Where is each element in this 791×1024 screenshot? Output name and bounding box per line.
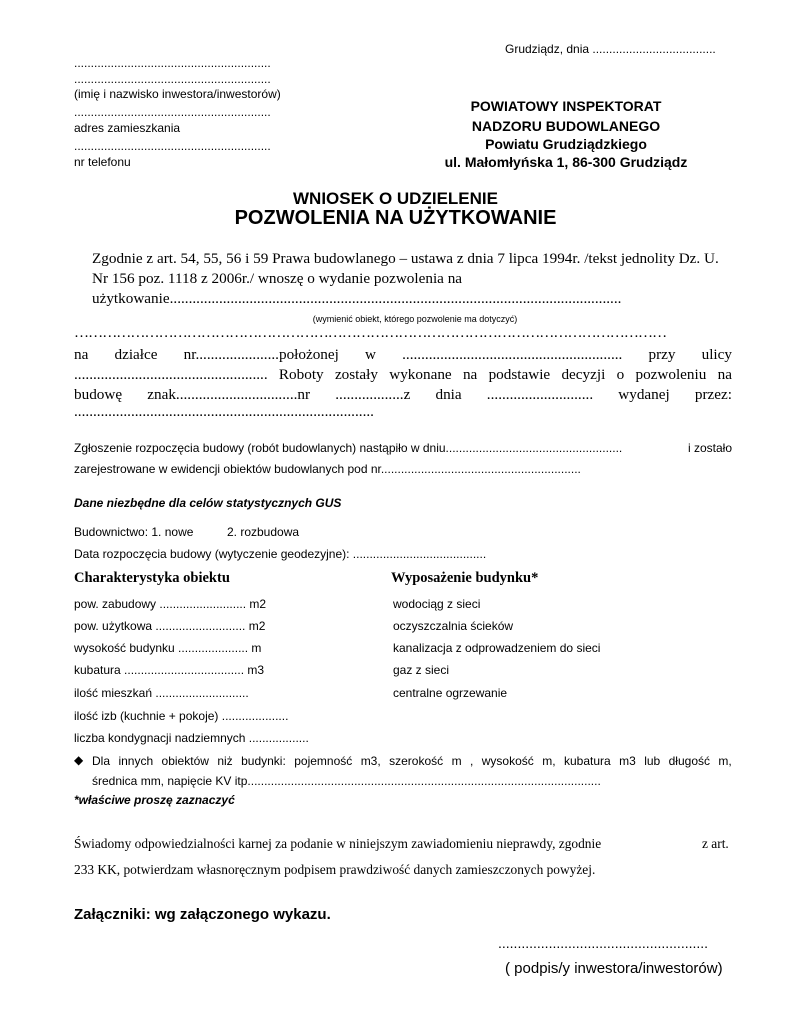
word: pojemność [294,754,353,768]
word: działce [114,346,158,363]
applicant-phone-dots[interactable]: ........................................................... [74,139,271,153]
declaration-line-1-end: z art. [702,836,729,851]
applicant-address-dots[interactable]: ........................................................... [74,105,271,119]
construction-start-date-field[interactable]: Data rozpoczęcia budowy (wytyczenie geodezyjne): ........................................ [74,547,487,561]
attachments-label: Załączniki: wg załączonego wykazu. [74,906,331,923]
word: podstawie [488,366,551,383]
other-objects-line-1 [92,754,732,768]
intro-works-line [74,366,732,384]
construction-type-new[interactable]: Budownictwo: 1. nowe [74,525,194,539]
decision-date-field[interactable]: ............................ [486,386,594,403]
notice-line-1 [74,441,732,455]
word: na [717,366,732,383]
equipment-central-heating[interactable]: centralne ogrzewanie [393,686,508,700]
word: szerokość [389,754,444,768]
word: długość [668,754,710,768]
intro-object-field[interactable]: użytkowanie....................................................................................................................... [92,290,622,307]
location-field[interactable]: .......................................................... [402,346,623,363]
recipient-line-1: POWIATOWY INSPEKTORAT [470,98,662,114]
rooms-count-field[interactable]: ilość izb (kuchnie + pokoje) .................... [74,709,289,723]
word: Roboty [278,366,324,383]
word: decyzji [561,366,606,383]
notice-date-field[interactable]: Zgłoszenie rozpoczęcia budowy (robót budowlanych) nastąpiło w dniu..................................................... [74,441,623,455]
equipment-sewerage[interactable]: kanalizacja z odprowadzeniem do sieci [393,641,601,655]
word: dnia [435,386,462,403]
gus-heading: Dane niezbędne dla celów statystycznych GUS [74,496,342,510]
recipient-line-4: ul. Małomłyńska 1, 86-300 Grudziądz [444,154,688,170]
footnote: *właściwe proszę zaznaczyć [74,793,235,807]
recipient-line-2: NADZORU BUDOWLANEGO [471,118,661,134]
word: m3, [360,754,381,768]
equipment-sewage-plant[interactable]: oczyszczalnia ścieków [393,619,514,633]
word: przy [648,346,676,363]
applicant-name-label: (imię i nazwisko inwestora/inwestorów) [74,87,281,101]
intro-line-2: Nr 156 poz. 1118 z 2006r./ wnoszę o wydanie pozwolenia na [92,270,463,287]
word: m [451,754,462,768]
storeys-count-field[interactable]: liczba kondygnacji nadziemnych .................. [74,731,309,745]
intro-line-1: Zgodnie z art. 54, 55, 56 i 59 Prawa budowlanego – ustawa z dnia 7 lipca 1994r. /tekst jednolity Dz. U. [92,250,719,267]
word: na [74,346,89,363]
equipment-water-supply[interactable]: wodociąg z sieci [393,597,481,611]
applicant-phone-label: nr telefonu [74,155,131,169]
word: wysokość [481,754,534,768]
usable-area-field[interactable]: pow. użytkowa ........................... m2 [74,619,266,633]
cubature-field[interactable]: kubatura .................................... m3 [74,663,265,677]
word: wykonane [389,366,452,383]
intro-plot-line[interactable] [74,346,732,364]
signature-field[interactable]: ...................................................... [498,935,709,951]
building-height-field[interactable]: wysokość budynku ..................... m [74,641,262,655]
word: o [616,366,625,383]
title-line-2: POZWOLENIA NA UŻYTKOWANIE [234,207,557,229]
street-field[interactable]: ................................................... [74,366,268,383]
applicant-name-dots-2[interactable]: ........................................................... [74,72,271,86]
characteristics-heading: Charakterystyka obiektu [74,570,230,586]
word: w [365,346,376,363]
built-area-field[interactable]: pow. zabudowy .......................... m2 [74,597,267,611]
decision-number-field[interactable]: znak................................nr [147,386,311,403]
word: innych [118,754,154,768]
equipment-heading: Wyposażenie budynku* [391,570,539,586]
apartments-count-field[interactable]: ilość mieszkań ............................ [74,686,249,700]
recipient-line-3: Powiatu Grudziądzkiego [485,136,647,152]
word: na [462,366,478,383]
word: zostały [334,366,378,383]
equipment-gas[interactable]: gaz z sieci [393,663,450,677]
word: m3 [619,754,636,768]
applicant-name-dots-1[interactable]: ........................................................... [74,56,271,70]
word: wydanej [618,386,670,403]
declaration-line-2: 233 KK, potwierdzam własnoręcznym podpisem prawdziwość danych zamieszczonych powyżej. [74,862,596,877]
intro-dots-line[interactable]: ……………………………………………………………………………………………………………… [74,325,667,341]
word: przez: [694,386,732,403]
construction-type-extension[interactable]: 2. rozbudowa [227,525,300,539]
signature-label: ( podpis/y inwestora/inwestorów) [505,960,723,977]
plot-number-field[interactable]: nr......................położonej [183,346,339,363]
other-objects-details-field[interactable]: średnica mm, napięcie KV itp.......................................................................................................... [92,774,601,788]
word: m, [542,754,556,768]
decision-extra-field[interactable]: ..................z [335,386,411,403]
word: i zostało [687,441,732,455]
word: Dla [92,754,111,768]
word: ulicy [701,346,732,363]
word: pozwoleniu [635,366,707,383]
notice-registry-field[interactable]: zarejestrowane w ewidencji obiektów budowlanych pod nr............................................................ [74,462,581,476]
intro-decision-line [74,386,732,404]
intro-object-hint: (wymienić obiekt, którego pozwolenie ma dotyczyć) [312,314,518,324]
word: budynki: [241,754,286,768]
word: obiektów [161,754,209,768]
word: lub [644,754,661,768]
word: m, [718,754,732,768]
word: budowę [74,386,123,403]
title-line-1: WNIOSEK O UDZIELENIE [293,189,498,208]
word: , [470,754,474,768]
word: niż [217,754,233,768]
applicant-address-label: adres zamieszkania [74,121,181,135]
declaration-line-1: Świadomy odpowiedzialności karnej za podanie w niniejszym zawiadomieniu nieprawdy, zgodnie [74,836,602,851]
diamond-bullet-icon: ◆ [74,753,84,767]
issuer-field[interactable]: ............................................................................... [74,403,374,420]
word: kubatura [563,754,611,768]
place-date-line[interactable]: Grudziądz, dnia ..................................... [505,42,716,56]
